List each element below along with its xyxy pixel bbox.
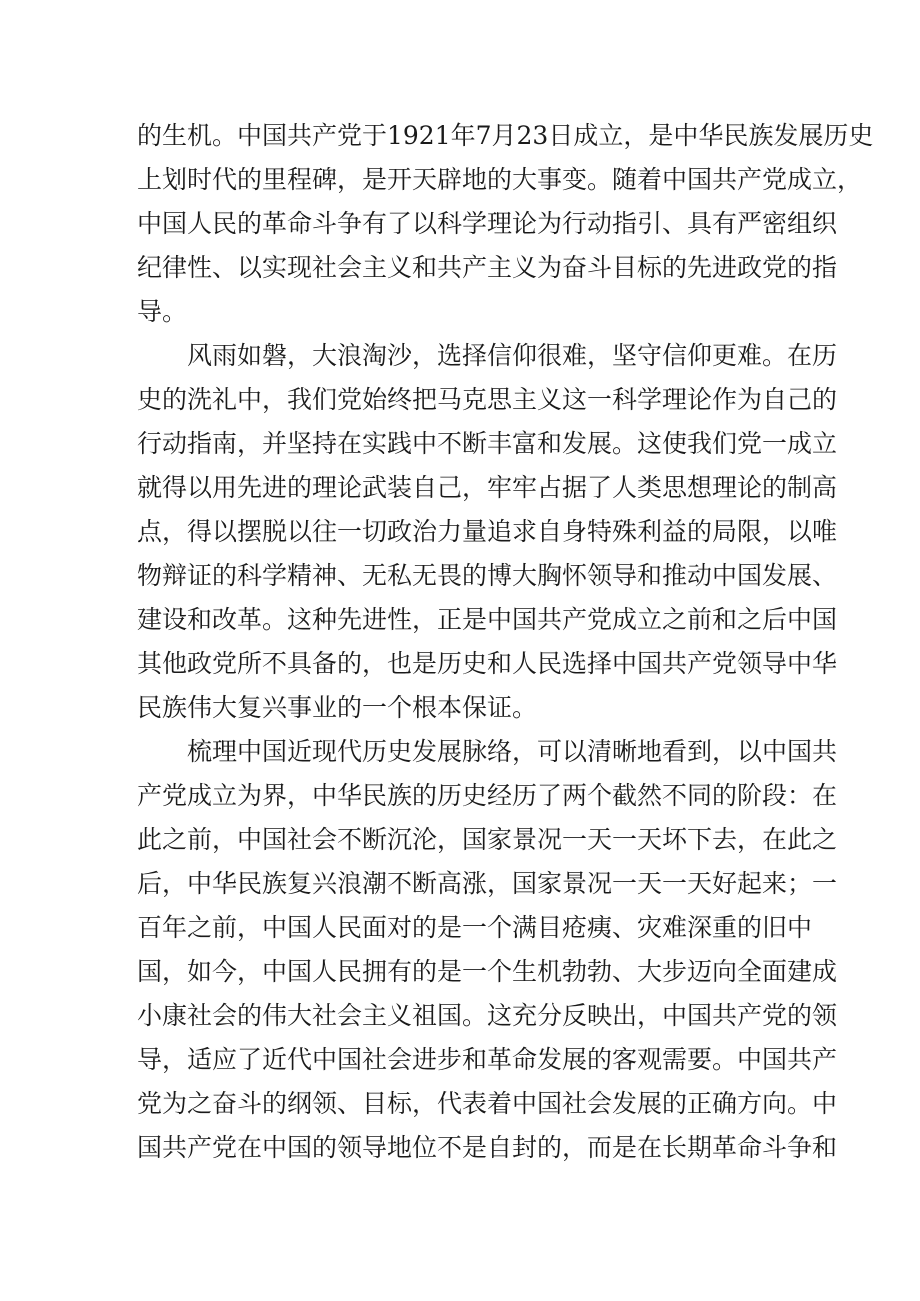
text-line: 纪律性、以实现社会主义和共产主义为奋斗目标的先进政党的指: [137, 253, 838, 282]
paragraph-1: [137, 114, 874, 334]
text-line: 点，得以摆脱以往一切政治力量追求自身特殊利益的局限，以唯: [137, 517, 838, 546]
text-line: 其他政党所不具备的，也是历史和人民选择中国共产党领导中华: [137, 649, 838, 678]
text-line: 国共产党在中国的领导地位不是自封的，而是在长期革命斗争和: [137, 1133, 838, 1162]
text-line: 导。: [137, 297, 188, 326]
text-line: 民族伟大复兴事业的一个根本保证。: [137, 693, 538, 722]
text-line: 产党成立为界，中华民族的历史经历了两个截然不同的阶段：在: [137, 781, 838, 810]
paragraph-3: [137, 730, 838, 1170]
text-line: 小康社会的伟大社会主义祖国。这充分反映出，中国共产党的领: [137, 1001, 838, 1030]
text-line: 导，适应了近代中国社会进步和革命发展的客观需要。中国共产: [137, 1045, 838, 1074]
text-line: 就得以用先进的理论武装自己，牢牢占据了人类思想理论的制高: [137, 473, 838, 502]
text-line: 后，中华民族复兴浪潮不断高涨，国家景况一天一天好起来；一: [137, 869, 838, 898]
text-line: 行动指南，并坚持在实践中不断丰富和发展。这使我们党一成立: [137, 429, 838, 458]
text-line: 风雨如磐，大浪淘沙，选择信仰很难，坚守信仰更难。在历: [187, 341, 838, 370]
text-line: 物辩证的科学精神、无私无畏的博大胸怀领导和推动中国发展、: [137, 561, 838, 590]
text-line: 百年之前，中国人民面对的是一个满目疮痍、灾难深重的旧中: [137, 913, 813, 942]
text-line: 建设和改革。这种先进性，正是中国共产党成立之前和之后中国: [137, 605, 838, 634]
text-line: 中国人民的革命斗争有了以科学理论为行动指引、具有严密组织: [137, 209, 838, 238]
text-line: 上划时代的里程碑，是开天辟地的大事变。随着中国共产党成立，: [137, 165, 863, 194]
text-line: 史的洗礼中，我们党始终把马克思主义这一科学理论作为自己的: [137, 385, 838, 414]
text-line: 的生机。中国共产党于1921年7月23日成立，是中华民族发展历史: [137, 121, 874, 150]
text-line: 此之前，中国社会不断沉沦，国家景况一天一天坏下去，在此之: [137, 825, 838, 854]
text-line: 梳理中国近现代历史发展脉络，可以清晰地看到，以中国共: [187, 737, 838, 766]
text-line: 党为之奋斗的纲领、目标，代表着中国社会发展的正确方向。中: [137, 1089, 838, 1118]
paragraph-2: [137, 334, 838, 730]
body-text: [137, 114, 874, 1170]
text-line: 国，如今，中国人民拥有的是一个生机勃勃、大步迈向全面建成: [137, 957, 838, 986]
